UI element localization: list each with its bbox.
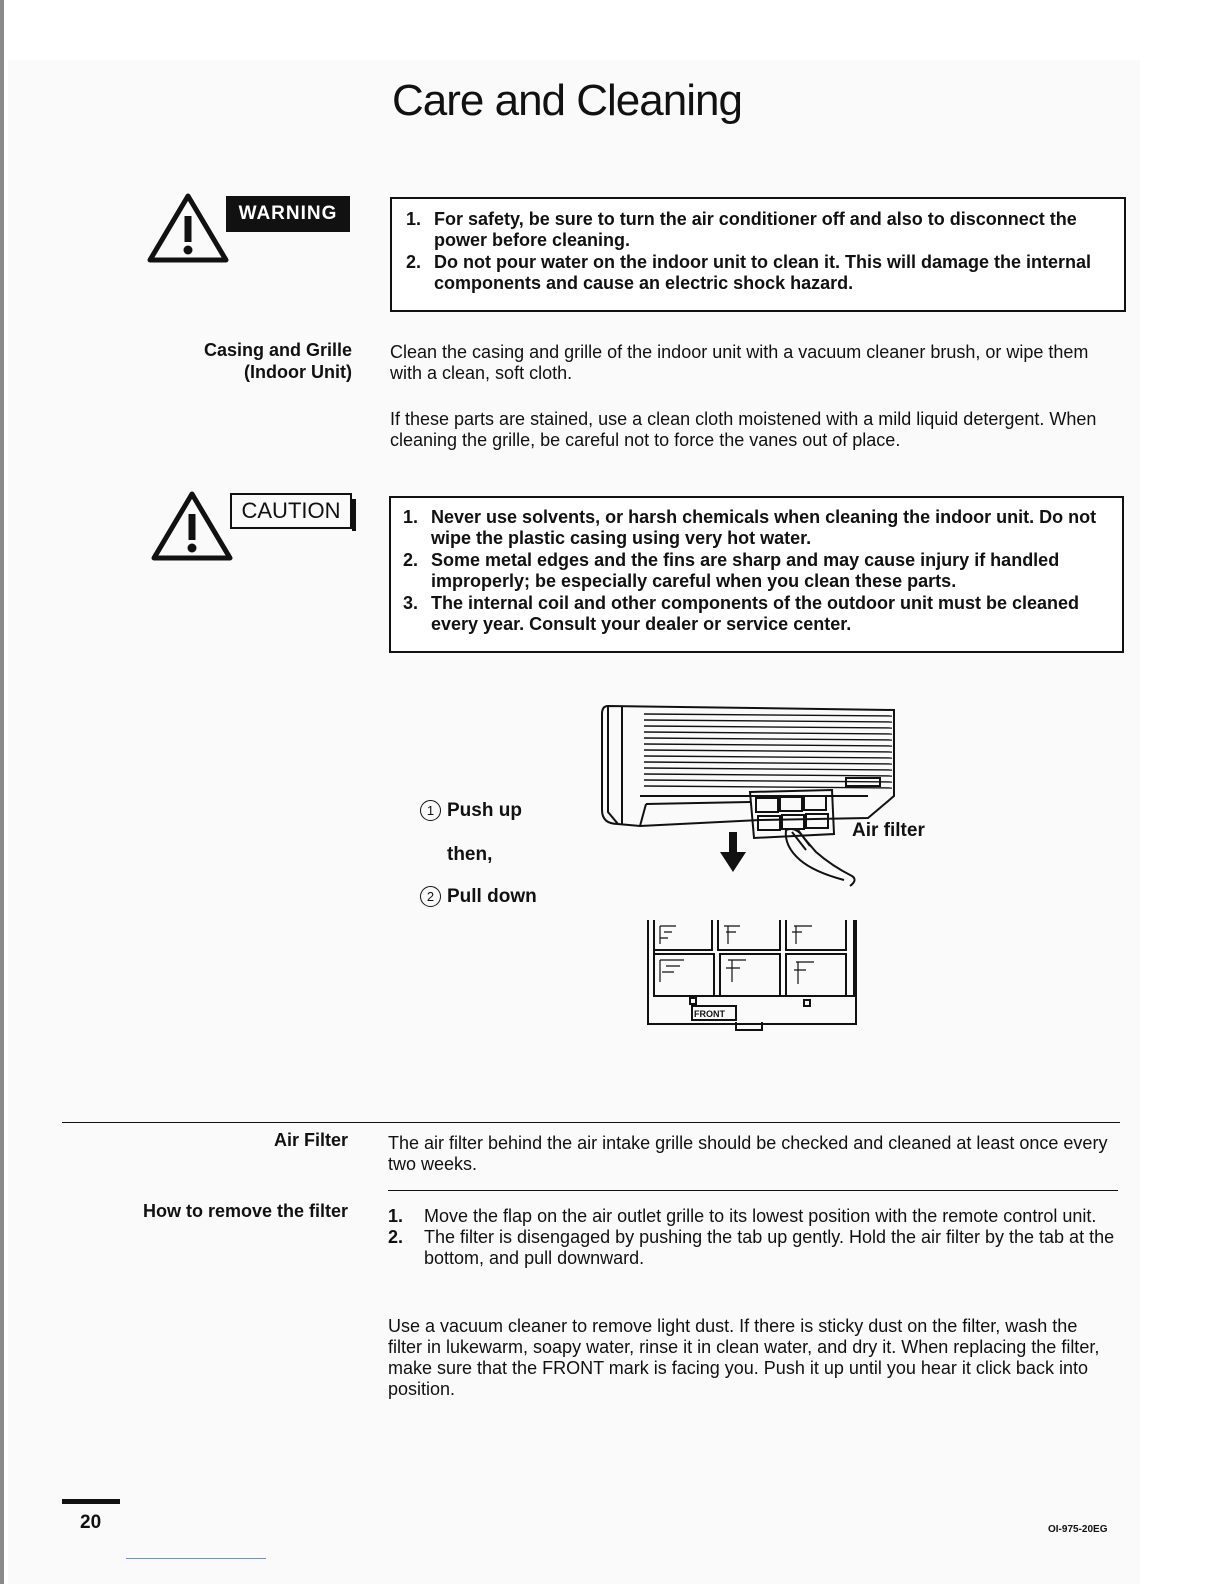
left-edge-bar <box>0 0 4 1584</box>
casing-label <box>152 339 352 383</box>
step-number: 2 <box>420 886 441 907</box>
casing-paragraph-1: Clean the casing and grille of the indoor unit with a vacuum cleaner brush, or wipe them with a clean, soft cloth. <box>390 342 1089 383</box>
step-pull-down <box>420 886 537 908</box>
warning-item-text: For safety, be sure to turn the air conditioner off and also to disconnect the power before cleaning. <box>434 209 1077 250</box>
caution-item-number: 3. <box>403 593 419 613</box>
caution-item-text: Some metal edges and the fins are sharp and may cause injury if handled improperly; be especially careful when you clean these parts. <box>431 550 1060 591</box>
warning-label: WARNING <box>226 196 350 232</box>
step-number-label: 1. <box>388 1206 404 1226</box>
air-filter-callout: Air filter <box>852 820 925 841</box>
page-title: Care and Cleaning <box>392 76 742 125</box>
warning-item-text: Do not pour water on the indoor unit to clean it. This will damage the internal components and cause an electric shock hazard. <box>434 252 1092 293</box>
step-push-up-text: Push up <box>447 800 522 821</box>
removed-filter <box>648 920 856 1030</box>
arrow-down-icon <box>720 832 746 872</box>
step-pull-down-text: Pull down <box>447 886 537 907</box>
remove-filter-label: How to remove the filter <box>142 1201 348 1221</box>
air-filter-paragraph: The air filter behind the air intake grille should be checked and cleaned at least once every two weeks. <box>388 1133 1108 1174</box>
section-divider <box>62 1122 1120 1123</box>
bottom-scan-line <box>126 1558 266 1559</box>
step-then: then, <box>447 844 493 865</box>
caution-item-text: The internal coil and other components of the outdoor unit must be cleaned every year. Consult your dealer or service center. <box>431 593 1080 634</box>
warning-item-number: 1. <box>406 209 422 229</box>
caution-item-number: 2. <box>403 550 419 570</box>
page-number-mark <box>62 1499 120 1504</box>
caution-item-text: Never use solvents, or harsh chemicals when cleaning the indoor unit. Do not wipe the plastic casing using very hot water. <box>431 507 1097 548</box>
caution-item <box>403 550 1112 592</box>
warning-icon <box>146 192 230 266</box>
casing-paragraph-2: If these parts are stained, use a clean cloth moistened with a mild liquid detergent. When cleaning the grille, be careful not to force the vanes out of place. <box>390 409 1097 450</box>
step-text: The filter is disengaged by pushing the tab up gently. Hold the air filter by the tab at the bottom, and pull downward. <box>424 1227 1115 1268</box>
hand-drawing <box>786 829 855 886</box>
step-number: 1 <box>420 800 441 821</box>
remove-filter-step <box>388 1206 1118 1227</box>
indoor-unit <box>602 706 894 826</box>
air-filter-label: Air Filter <box>273 1130 348 1150</box>
remove-filter-step <box>388 1227 1118 1269</box>
front-mark: FRONT <box>694 1009 725 1019</box>
remove-filter-steps <box>388 1206 1118 1269</box>
casing-label-line2: (Indoor Unit) <box>244 362 352 382</box>
warning-item-number: 2. <box>406 252 422 272</box>
caution-item <box>403 507 1112 549</box>
intake-grille <box>644 714 892 788</box>
step-text: Move the flap on the air outlet grille to its lowest position with the remote control unit. <box>424 1206 1097 1226</box>
air-conditioner-illustration <box>600 700 940 1040</box>
caution-box <box>389 496 1124 653</box>
subsection-divider <box>388 1190 1118 1191</box>
caution-icon <box>150 490 234 564</box>
warning-box <box>390 197 1126 312</box>
step-push-up <box>420 800 522 822</box>
warning-item <box>406 209 1114 251</box>
caution-item-number: 1. <box>403 507 419 527</box>
step-number-label: 2. <box>388 1227 404 1247</box>
caution-label: CAUTION <box>230 493 352 529</box>
casing-label-line1: Casing and Grille <box>203 340 352 360</box>
warning-item <box>406 252 1114 294</box>
caution-item <box>403 593 1112 635</box>
page-number: 20 <box>80 1512 102 1533</box>
filter-in-unit <box>750 790 834 838</box>
cleaning-instructions-paragraph: Use a vacuum cleaner to remove light dust. If there is sticky dust on the filter, wash the filter in lukewarm, soapy water, rinse it in clean water, and dry it. When replacing the filter, make sure that the FRONT mark is facing you. Push it up until you hear it click back into position. <box>388 1316 1100 1399</box>
document-code: OI-975-20EG <box>1048 1524 1108 1535</box>
